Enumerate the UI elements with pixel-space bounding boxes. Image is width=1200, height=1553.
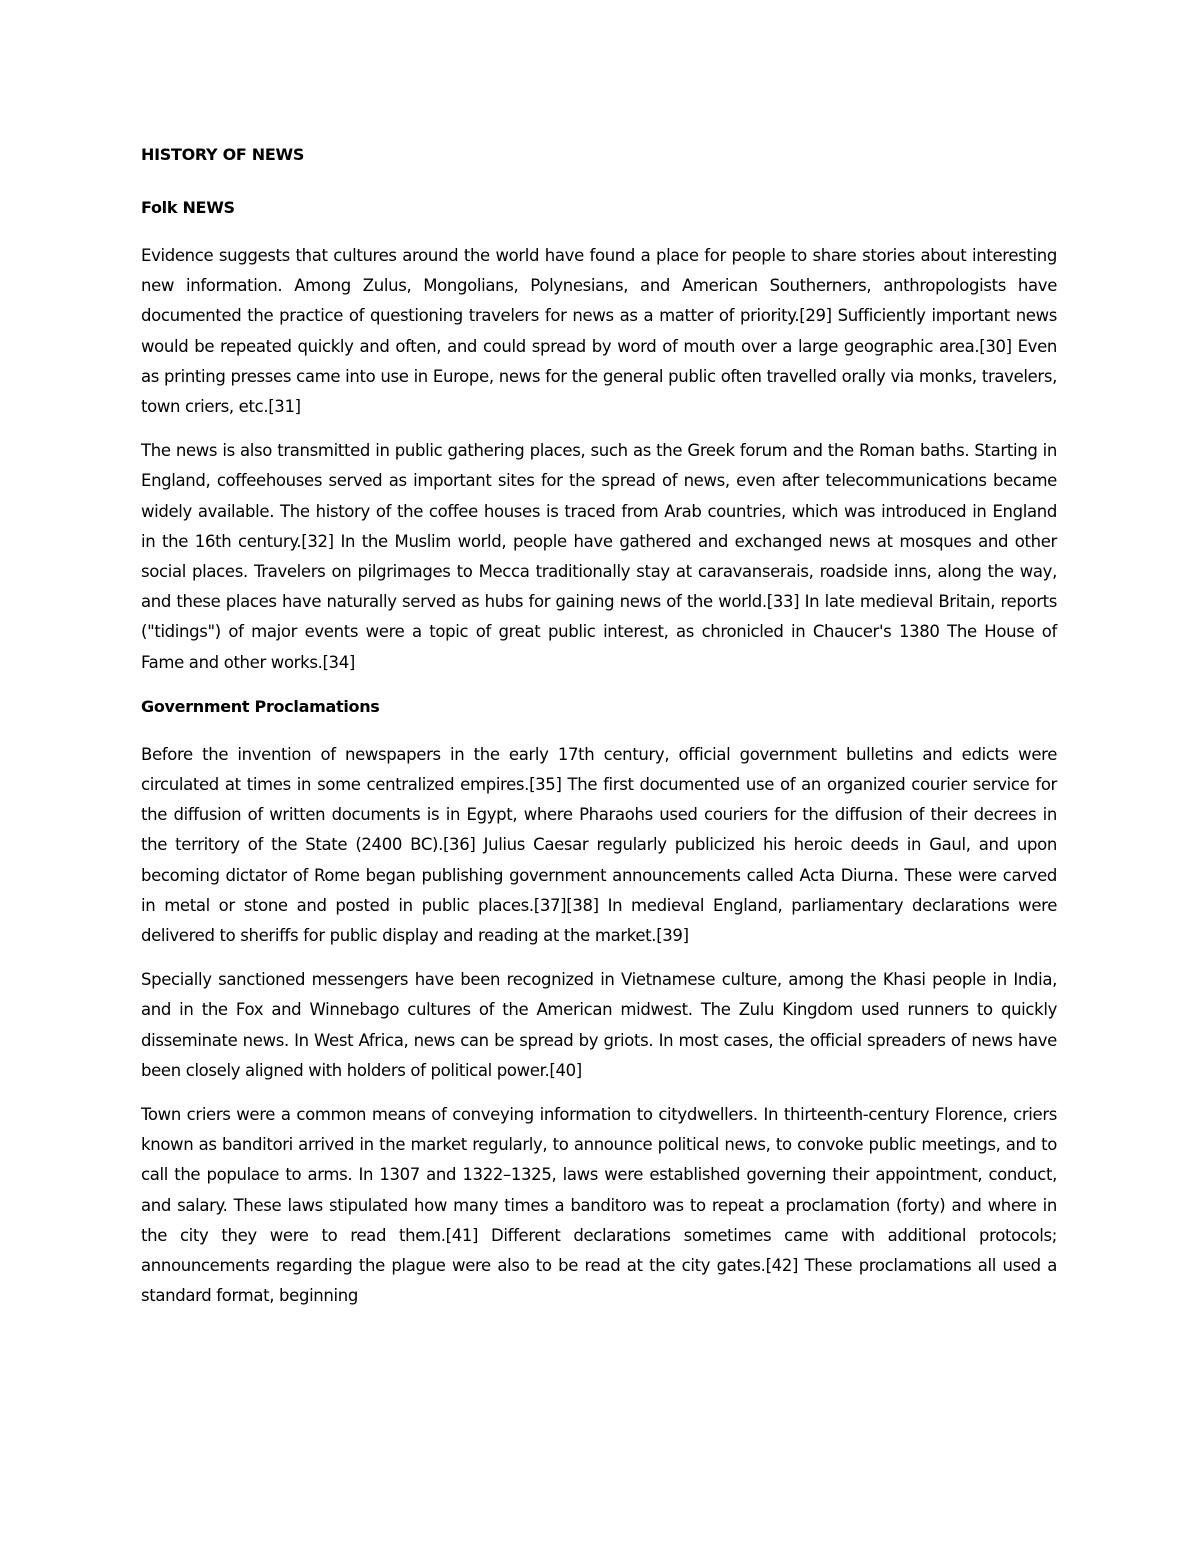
paragraph-proclamations-3: Town criers were a common means of conveying information to citydwellers. In thirteenth-century Florence, criers known as banditori arrived in the market regularly, to announce political news, to convoke public meetings, and to call the populace to arms. In 1307 and 1322–1325, laws were established governing their appointment, conduct, and salary. These laws stipulated how many times a banditoro was to repeat a proclamation (forty) and where in the city they were to read them.[41] Different declarations sometimes came with additional protocols; announcements regarding the plague were also to be read at the city gates.[42] These proclamations all used a standard format, beginning (141, 1105, 1057, 1306)
paragraph-folk-news-1: Evidence suggests that cultures around the world have found a place for people to share stories about interesting new information. Among Zulus, Mongolians, Polynesians, and American Southerners, anthropologists have documented the practice of questioning travelers for news as a matter of priority.[29] Sufficiently important news would be repeated quickly and often, and could spread by word of mouth over a large geographic area.[30] Even as printing presses came into use in Europe, news for the general public often travelled orally via monks, travelers, town criers, etc.[31] (141, 246, 1057, 417)
document-title: HISTORY OF NEWS (141, 145, 305, 164)
paragraph-proclamations-1: Before the invention of newspapers in the early 17th century, official government bulletins and edicts were circulated at times in some centralized empires.[35] The first documented use of an organized courier service for the diffusion of written documents is in Egypt, where Pharaohs used couriers for the diffusion of their decrees in the territory of the State (2400 BC).[36] Julius Caesar regularly publicized his heroic deeds in Gaul, and upon becoming dictator of Rome began publishing government announcements called Acta Diurna. These were carved in metal or stone and posted in public places.[37][38] In medieval England, parliamentary declarations were delivered to sheriffs for public display and reading at the market.[39] (141, 744, 1057, 946)
document-page (141, 140, 1057, 1326)
paragraph-folk-news-2: The news is also transmitted in public gathering places, such as the Greek forum and the Roman baths. Starting in England, coffeehouses served as important sites for the spread of news, even after telecommunications became widely available. The history of the coffee houses is traced from Arab countries, which was introduced in England in the 16th century.[32] In the Muslim world, people have gathered and exchanged news at mosques and other social places. Travelers on pilgrimages to Mecca traditionally stay at caravanserais, roadside inns, along the way, and these places have naturally served as hubs for gaining news of the world.[33] In late medieval Britain, reports ("tidings") of major events were a topic of great public interest, as chronicled in Chaucer's 1380 The House of Fame and other works.[34] (141, 441, 1057, 672)
section-heading-folk-news: Folk NEWS (141, 198, 235, 217)
paragraph-proclamations-2: Specially sanctioned messengers have been recognized in Vietnamese culture, among the Khasi people in India, and in the Fox and Winnebago cultures of the American midwest. The Zulu Kingdom used runners to quickly disseminate news. In West Africa, news can be spread by griots. In most cases, the official spreaders of news have been closely aligned with holders of political power.[40] (141, 970, 1057, 1080)
section-heading-government-proclamations: Government Proclamations (141, 696, 380, 716)
